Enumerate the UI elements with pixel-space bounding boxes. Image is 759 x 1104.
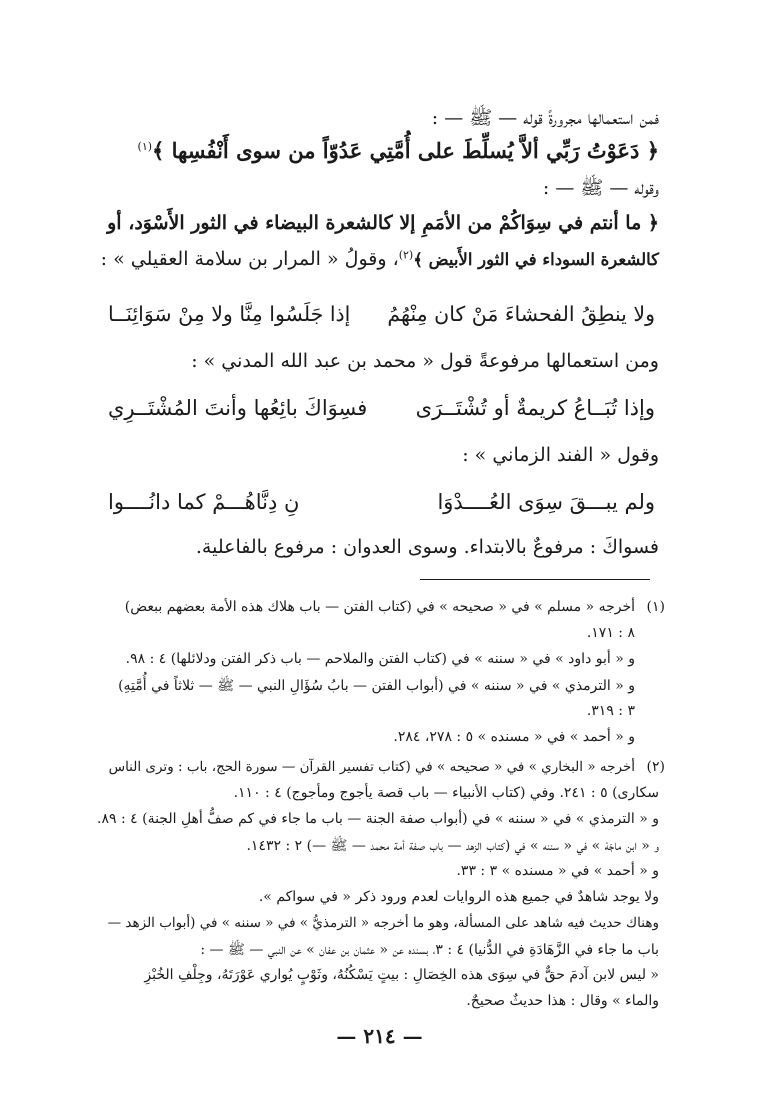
verse-2-first-hemistich: وإذا تُبَــاعُ كريمةٌ أو تُشْتَــرَى [415,396,655,420]
footnote-2-line-9: « ليس لابن آدمَ حقٌّ في سِوَى هذه الخِصَالِ : بيتٍ يَسْكُنُهُ، وثَوْبٍ يُواري عَوْرَتَهُ، وجِلْفِ الخُبْزِ [144,967,659,983]
verse-2 [108,396,655,420]
footnote-2-line-4: و « ابن ماجَهْ » في « سننه » في (كتاب الزهد — باب صفة أمة محمد — ﷺ —) ٢ : ١٤٣٢. [246,838,659,854]
grammar-explanation: فسواكَ : مرفوعٌ بالابتداء. وسوى العدوان : مرفوع بالفاعلية. [195,536,659,558]
verse-1 [108,302,655,326]
footnote-2-line-10: والماء » وقال : هذا حديثٌ صحيحٌ. [466,993,659,1009]
footnote-separator [420,579,650,580]
footnote-2-number: (٢) [646,759,665,775]
intro-text-2: وقوله — ﷺ — : [542,177,659,199]
verse-3-first-hemistich: ولم يبـــقَ سِوَى العُــــدْوَا [437,490,655,514]
footnote-1-line-1: أخرجه « مسلم » في « صحيحه » في (كتاب الفتن — باب هلاك هذه الأمة بعضهم ببعض) [124,599,635,615]
footnote-2-line-7: وهناك حديث فيه شاهد على المسألة، وهو ما أخرجه « الترمذيُّ » في « سننه » في (أبواب الزهد — [107,915,659,931]
verse-2-second-hemistich: فسِوَاكَ بائِعُها وأنتَ المُشْتَــرِي [108,396,368,420]
hadith-1-text: ﴿ دَعَوْتُ رَبِّي ألاَّ يُسلِّطَ على أُمَّتِي عَدُوّاً من سوى أَنْفُسِها ﴾ [152,138,659,163]
footnote-1-line-2: ٨ : ١٧١. [586,625,635,641]
footnote-ref-1[interactable]: (١) [137,140,153,153]
verse-3 [108,490,655,514]
footnote-1-line-6: و « أحمد » في « مسنده » ٥ : ٢٧٨، ٢٨٤. [393,729,635,745]
verse-1-second-hemistich: إذا جَلَسُوا مِنَّا ولا مِنْ سَوَائِنَــا [108,302,351,326]
footnote-2-line-2: سكارى) ٥ : ٢٤١. وفي (كتاب الأنبياء — باب قصة يأجوج ومأجوج) ٤ : ١١٠. [233,785,659,801]
hadith-2-line-2-text: كالشعرة السوداء في الثور الأَبيض ﴾ [413,250,659,269]
footnote-2-line-8: باب ما جاء في الزَّهَادَةِ في الدُّنيا) ٤ : ٣، بسنده عن « عثمان بن عفان » عن النبي — ﷺ — : [200,942,659,958]
footnote-1-line-3: و « أبو داود » في « سننه » في (كتاب الفتن والملاحم — باب ذكر الفتن ودلائلها) ٤ : ٩٨. [125,651,635,667]
hadith-2-line-2 [100,248,659,270]
verse-1-first-hemistich: ولا ينطِقُ الفحشاءَ مَنْ كان مِنْهُمُ [387,302,655,326]
intro-text-4: ومن استعمالها مرفوعةً قول « محمد بن عبد الله المدني » : [191,350,659,372]
footnote-2-line-1: أخرجه « البخاري » في « صحيحه » في (كتاب تفسير القرآن — سورة الحج، باب : وترى الناس [108,759,635,775]
footnote-2-line-3: و « الترمذي » في « سننه » في (أبواب صفة الجنة — باب ما جاء في كم صفُّ أهلِ الجنة) ٤ : ٨٩. [97,811,659,827]
intro-text-1: فمن استعمالها مجرورةً قوله — ﷺ — : [431,107,659,129]
footnote-1-line-5: ٣ : ٣١٩. [586,703,635,719]
footnote-1-line-4: و « الترمذي » في « سننه » في (أبواب الفتن — بابُ سُؤَالِ النبي — ﷺ — ثلاثاً في أُمَّتِهِ) [118,678,635,694]
footnote-2-line-5: و « أحمد » في « مسنده » ٣ : ٣٣. [456,863,659,879]
hadith-2-line-1: ﴿ ما أنتم في سِوَاكُمْ من الأمَمِ إلا كالشعرة البيضاء في الثور الأَسْوَد، أو [107,212,659,234]
footnote-ref-2[interactable]: (٢) [398,248,414,262]
footnote-1-number: (١) [646,599,665,615]
footnote-2-line-6: ولا يوجد شاهدٌ في جميع هذه الروايات لعدم ورود ذكر « في سواكم ». [258,889,659,905]
hadith-1 [100,138,659,163]
intro-text-5: وقول « الفند الزماني » : [462,444,659,466]
intro-text-3: ، وقولُ « المرار بن سلامة العقيلي » : [100,248,399,270]
page-number: — ٢١٤ — [336,1024,423,1048]
verse-3-second-hemistich: نِ دِنَّاهُـــمْ كما دانُــــوا [108,490,300,514]
